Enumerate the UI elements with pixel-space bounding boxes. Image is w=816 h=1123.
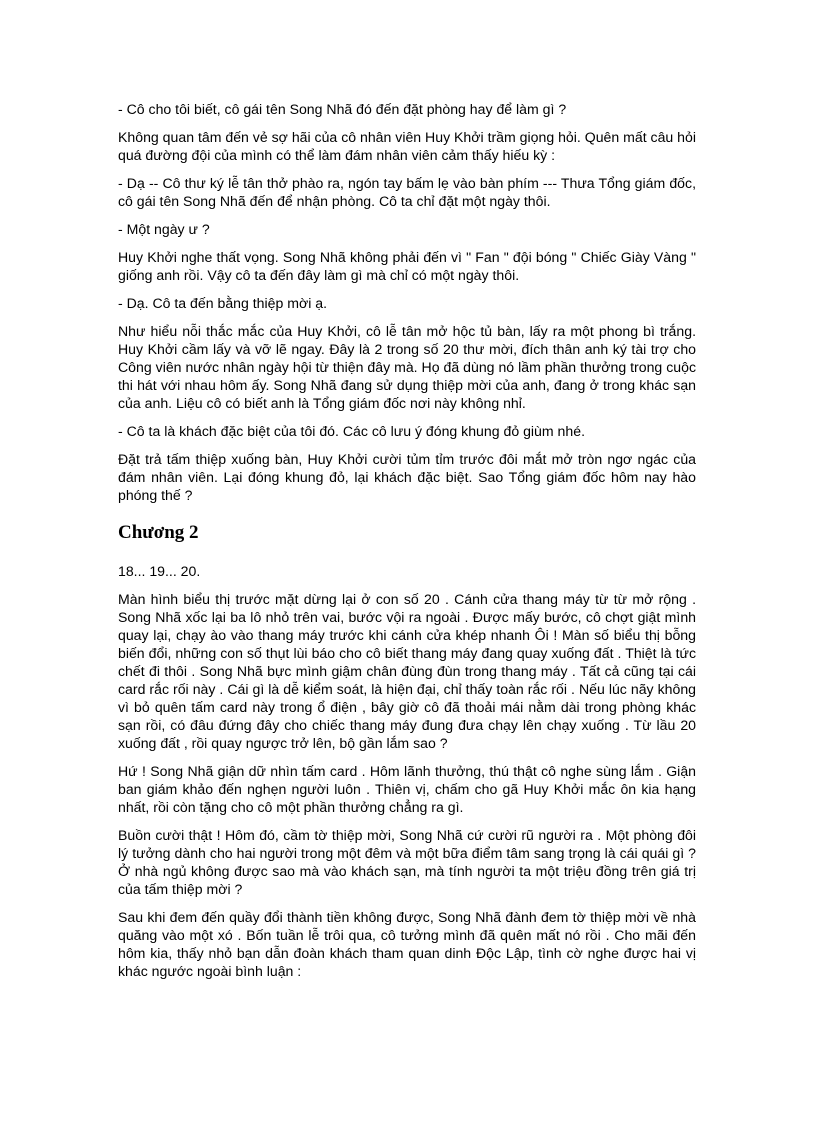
paragraph: - Một ngày ư ?: [118, 221, 210, 237]
paragraph: Sau khi đem đến quầy đổi thành tiền không được, Song Nhã đành đem tờ thiệp mời về nhà quăng vào một xó . Bốn tuần lễ trôi qua, cô tưởng mình đã quên mất nó rồi . Cho mãi đến hôm kia, thấy nhỏ bạn dẫn đoàn khách tham quan dinh Độc Lập, tình cờ nghe được hai vị khác ngước ngoài bình luận :: [118, 909, 696, 979]
document-page: [118, 100, 696, 990]
paragraph: Màn hình biểu thị trước mặt dừng lại ở con số 20 . Cánh cửa thang máy từ từ mở rộng . Song Nhã xốc lại ba lô nhỏ trên vai, bước vội ra ngoài . Được mấy bước, cô chợt giật mình quay lại, chạy ào vào thang máy trước khi cánh cửa khép nhanh Ôi ! Màn số biểu thị bỗng biến đổi, những con số thụt lùi báo cho cô biết thang máy đang quay xuống đất . Thiệt là tức chết đi thôi . Song Nhã bực mình giậm chân đùng đùn trong thang máy . Tất cả cũng tại cái card rắc rối này . Cái gì là dễ kiểm soát, là hiện đại, chỉ thấy toàn rắc rối . Nếu lúc nãy không vì bỏ quên tấm card này trong ổ điện , bây giờ cô đã thoải mái nằm dài trong phòng khác sạn rồi, có đâu đứng đây cho chiếc thang máy đung đưa chạy lên chạy xuống . Từ lầu 20 xuống đất , rồi quay ngược trở lên, bộ gần lắm sao ?: [118, 591, 696, 751]
paragraph: - Dạ -- Cô thư ký lễ tân thở phào ra, ngón tay bấm lẹ vào bàn phím --- Thưa Tổng giám đốc, cô gái tên Song Nhã đến để nhận phòng. Cô ta chỉ đặt một ngày thôi.: [118, 175, 696, 209]
paragraph: Như hiểu nỗi thắc mắc của Huy Khởi, cô lễ tân mở hộc tủ bàn, lấy ra một phong bì trắng. Huy Khởi cầm lấy và vỡ lẽ ngay. Đây là 2 trong số 20 thư mời, đích thân anh ký tài trợ cho Công viên nước nhân ngày hội từ thiện đây mà. Họ đã dùng nó lầm phần thưởng trong cuộc thi hát với nhau hôm ấy. Song Nhã đang sử dụng thiệp mời của anh, đang ở trong khác sạn của anh. Liệu cô có biết anh là Tổng giám đốc nơi này không nhỉ.: [118, 323, 696, 411]
paragraph: Huy Khởi nghe thất vọng. Song Nhã không phải đến vì " Fan " đội bóng " Chiếc Giày Vàng " giống anh rồi. Vậy cô ta đến đây làm gì mà chỉ có một ngày thôi.: [118, 249, 696, 283]
paragraph: - Cô ta là khách đặc biệt của tôi đó. Các cô lưu ý đóng khung đỏ giùm nhé.: [118, 423, 585, 439]
paragraph: Đặt trả tấm thiệp xuống bàn, Huy Khởi cười tủm tỉm trước đôi mắt mở tròn ngơ ngác của đám nhân viên. Lại đóng khung đỏ, lại khách đặc biệt. Sao Tổng giám đốc hôm nay hào phóng thế ?: [118, 451, 696, 503]
paragraph: Buồn cười thật ! Hôm đó, cầm tờ thiệp mời, Song Nhã cứ cười rũ người ra . Một phòng đôi lý tưởng dành cho hai người trong một đêm và một bữa điểm tâm sang trọng là cái quái gì ? Ở nhà ngủ không được sao mà vào khách sạn, mà tính người ta một triệu đồng trên giá trị của tấm thiệp mời ?: [118, 827, 696, 897]
paragraph: Không quan tâm đến vẻ sợ hãi của cô nhân viên Huy Khởi trầm giọng hỏi. Quên mất câu hỏi quá đường đội của mình có thể làm đám nhân viên cảm thấy hiếu kỳ :: [118, 129, 696, 163]
paragraph: Hứ ! Song Nhã giận dữ nhìn tấm card . Hôm lãnh thưởng, thú thật cô nghe sùng lắm . Giận ban giám khảo đến nghẹn người luôn . Thiên vị, chấm cho gã Huy Khởi mắc ôn kia hạng nhất, rồi còn tặng cho cô một phần thưởng chẳng ra gì.: [118, 763, 696, 815]
chapter-title: Chương 2: [118, 522, 199, 543]
paragraph: 18... 19... 20.: [118, 563, 201, 579]
paragraph: - Dạ. Cô ta đến bằng thiệp mời ạ.: [118, 295, 328, 311]
paragraph: - Cô cho tôi biết, cô gái tên Song Nhã đó đến đặt phòng hay để làm gì ?: [118, 101, 567, 117]
